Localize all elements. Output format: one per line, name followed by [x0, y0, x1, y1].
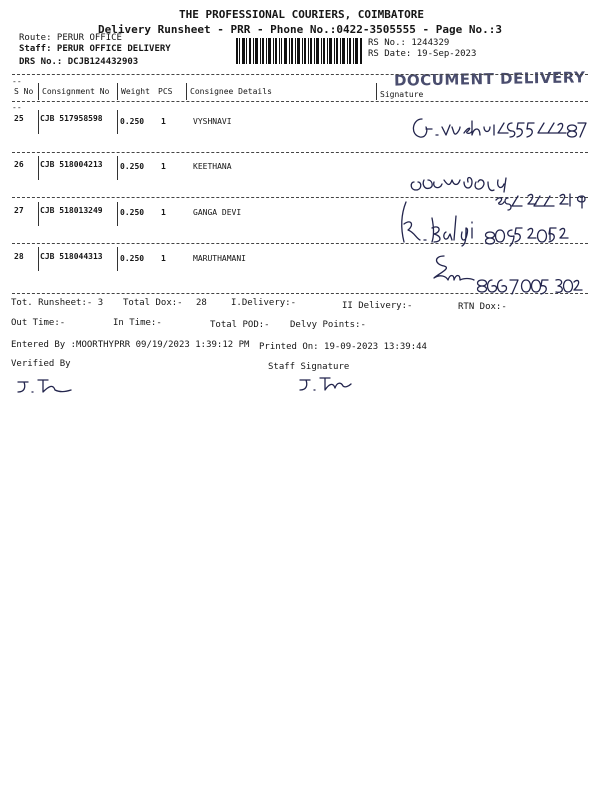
signature-row-27 — [394, 198, 564, 250]
row-divider — [117, 247, 118, 271]
row-consignee: KEETHANA — [193, 162, 232, 171]
company-name: THE PROFESSIONAL COURIERS, COIMBATORE — [179, 8, 425, 21]
row-pcs: 1 — [161, 254, 166, 263]
row-divider — [117, 110, 118, 134]
col-signature: Signature — [380, 90, 424, 99]
row-weight: 0.250 — [120, 117, 145, 126]
rule-top — [12, 74, 588, 75]
printed-on: Printed On: 19-09-2023 13:39:44 — [259, 342, 427, 352]
col-consignment: Consignment No — [42, 87, 110, 96]
row-pcs: 1 — [161, 162, 166, 171]
row-divider — [38, 110, 39, 134]
col-pcs: PCS — [158, 87, 173, 96]
row-weight: 0.250 — [120, 208, 145, 217]
row-sno: 26 — [14, 160, 24, 169]
verified-by-signature — [16, 378, 76, 396]
staff-signature-label: Staff Signature — [268, 362, 350, 372]
col-divider — [38, 83, 39, 100]
signature-row-25 — [408, 113, 588, 143]
row-consignment: CJB 518004213 — [40, 160, 103, 169]
col-divider — [186, 83, 187, 100]
row-divider — [38, 156, 39, 180]
row-divider — [38, 247, 39, 271]
ii-delivery: II Delivery:- — [342, 301, 413, 311]
route-label: Route: PERUR OFFICE — [19, 33, 122, 43]
rule-tick: -- — [12, 77, 22, 86]
i-delivery: I.Delivery:- — [231, 298, 297, 308]
row-consignee: VYSHNAVI — [193, 117, 232, 126]
col-divider — [376, 83, 377, 100]
row-weight: 0.250 — [120, 162, 145, 171]
entered-by: Entered By :MOORTHYPRR 09/19/2023 1:39:12 PM — [11, 340, 250, 350]
barcode — [236, 38, 362, 64]
row-consignee: MARUTHAMANI — [193, 254, 246, 263]
tot-runsheet: Tot. Runsheet:- 3 — [11, 298, 104, 308]
row-sno: 25 — [14, 114, 24, 123]
document-delivery-stamp: DOCUMENT DELIVERY — [393, 68, 586, 90]
rule-row — [12, 152, 588, 153]
col-consignee: Consignee Details — [190, 87, 272, 96]
verified-by-label: Verified By — [11, 359, 71, 369]
rule-tick: -- — [12, 103, 22, 112]
col-divider — [117, 83, 118, 100]
row-consignment: CJB 518044313 — [40, 252, 103, 261]
rule-header — [12, 101, 588, 102]
row-pcs: 1 — [161, 208, 166, 217]
rtn-dox: RTN Dox:- — [458, 302, 507, 312]
row-sno: 28 — [14, 252, 24, 261]
row-weight: 0.250 — [120, 254, 145, 263]
total-pod: Total POD:- — [210, 320, 270, 330]
signature-row-28 — [430, 252, 580, 300]
row-sno: 27 — [14, 206, 24, 215]
out-time: Out Time:- — [11, 318, 66, 328]
in-time: In Time:- — [113, 318, 162, 328]
barcode-graphic — [236, 38, 362, 64]
row-pcs: 1 — [161, 117, 166, 126]
rs-number: RS No.: 1244329 — [368, 38, 450, 48]
staff-label: Staff: PERUR OFFICE DELIVERY — [19, 44, 171, 54]
delvy-points: Delvy Points:- — [290, 320, 366, 330]
total-dox-label: Total Dox:- — [123, 298, 183, 308]
col-sno: S No — [14, 87, 34, 96]
rs-date: RS Date: 19-Sep-2023 — [368, 49, 477, 59]
row-divider — [38, 202, 39, 226]
runsheet-title: Delivery Runsheet - PRR - Phone No.:0422-3505555 - Page No.:3 — [98, 23, 502, 36]
row-consignee: GANGA DEVI — [193, 208, 242, 217]
col-weight: Weight — [121, 87, 150, 96]
row-consignment: CJB 518013249 — [40, 206, 103, 215]
row-consignment: CJB 517958598 — [40, 114, 103, 123]
total-dox-value: 28 — [196, 298, 207, 308]
drs-number: DRS No.: DCJB124432903 — [19, 57, 139, 67]
row-divider — [117, 156, 118, 180]
row-divider — [117, 202, 118, 226]
staff-signature — [298, 376, 358, 394]
